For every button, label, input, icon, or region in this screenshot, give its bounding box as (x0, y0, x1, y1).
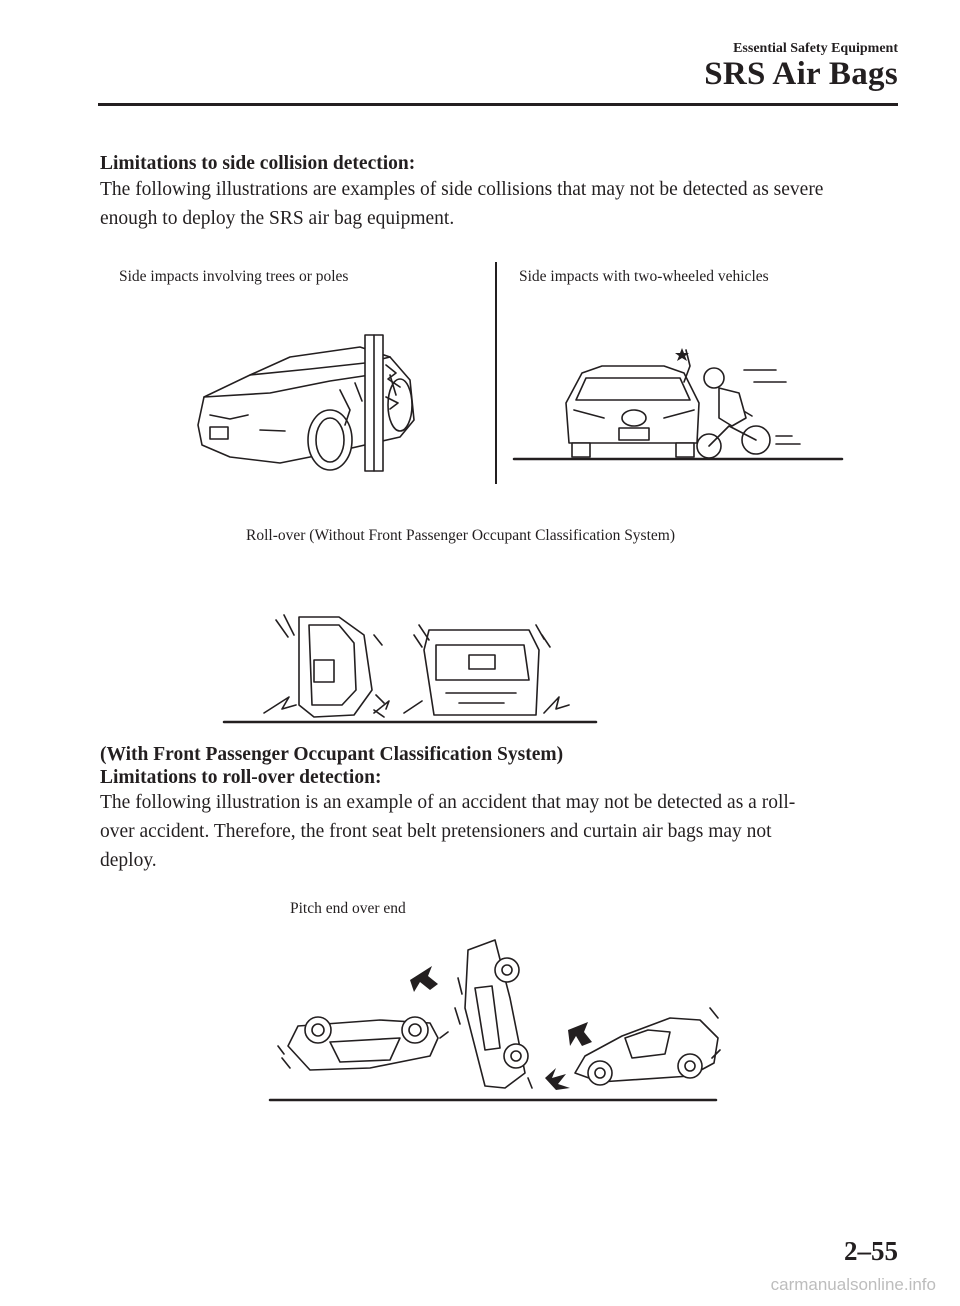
side-collision-heading: Limitations to side collision detection: (100, 153, 416, 174)
illustration-divider (495, 262, 497, 484)
rollover-with-body-line-1: The following illustration is an example of an accident that may not be detected as a roll- (100, 792, 796, 813)
header-divider (98, 103, 898, 106)
caption-rollover-without: Roll-over (Without Front Passenger Occupant Classification System) (246, 527, 675, 544)
page-number: 2–55 (844, 1236, 898, 1266)
caption-trees-poles: Side impacts involving trees or poles (119, 268, 349, 285)
watermark-link[interactable]: carmanualsonline.info (770, 1275, 936, 1294)
caption-pitch: Pitch end over end (290, 900, 406, 917)
rollover-with-heading-1: (With Front Passenger Occupant Classification System) (100, 744, 564, 765)
caption-two-wheeled: Side impacts with two-wheeled vehicles (519, 268, 769, 285)
rollover-with-heading-2: Limitations to roll-over detection: (100, 767, 382, 788)
page-title: SRS Air Bags (704, 56, 898, 92)
section-label: Essential Safety Equipment (733, 41, 898, 56)
side-collision-body-line-2: enough to deploy the SRS air bag equipment. (100, 208, 455, 229)
motorcycle-illustration (514, 348, 844, 463)
side-collision-body-line-1: The following illustrations are examples of side collisions that may not be detected as severe (100, 179, 824, 200)
pitch-illustration (270, 938, 720, 1106)
rollover-illustration (224, 605, 599, 725)
car-pole-illustration (190, 335, 430, 475)
rollover-with-body-line-3: deploy. (100, 850, 157, 871)
rollover-with-body-line-2: over accident. Therefore, the front seat belt pretensioners and curtain air bags may not (100, 821, 772, 842)
